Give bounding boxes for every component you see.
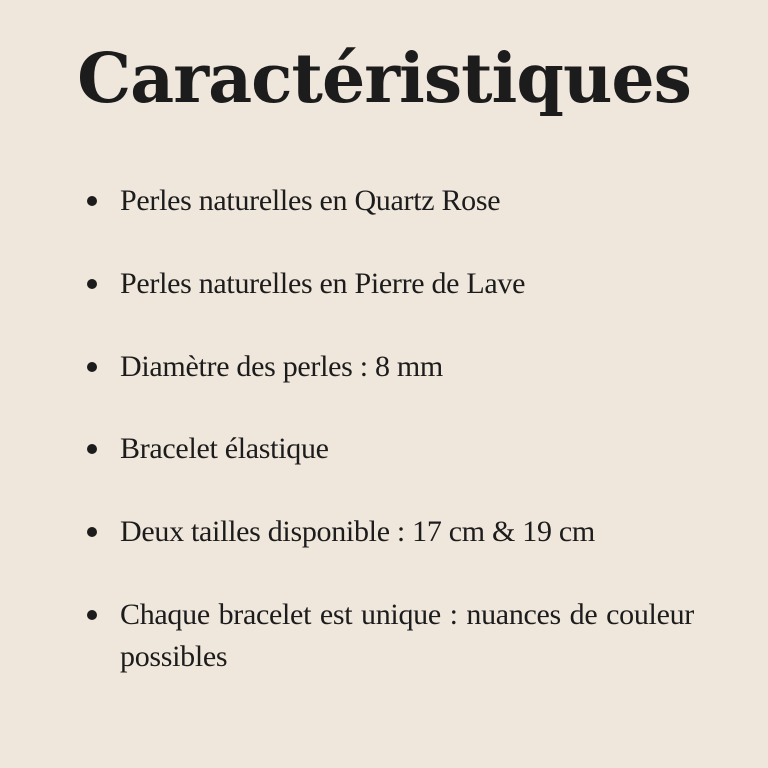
bullet-icon	[87, 196, 97, 206]
list-item-text: Chaque bracelet est unique : nuances de couleur possibles	[120, 598, 694, 673]
list-item	[82, 346, 694, 388]
list-item-text: Perles naturelles en Quartz Rose	[120, 184, 501, 217]
list-item-text: Diamètre des perles : 8 mm	[120, 350, 443, 383]
bullet-icon	[87, 527, 97, 537]
list-item	[82, 180, 694, 222]
list-item-text: Bracelet élastique	[120, 432, 329, 465]
list-item-text: Perles naturelles en Pierre de Lave	[120, 267, 526, 300]
bullet-icon	[87, 279, 97, 289]
bullet-icon	[87, 610, 97, 620]
bullet-icon	[87, 362, 97, 372]
page-title: Caractéristiques	[77, 39, 691, 119]
bullet-icon	[87, 444, 97, 454]
list-item-text: Deux tailles disponible : 17 cm & 19 cm	[120, 515, 595, 548]
list-item	[82, 594, 694, 678]
list-item	[82, 428, 694, 470]
list-item	[82, 263, 694, 305]
list-item	[82, 511, 694, 553]
